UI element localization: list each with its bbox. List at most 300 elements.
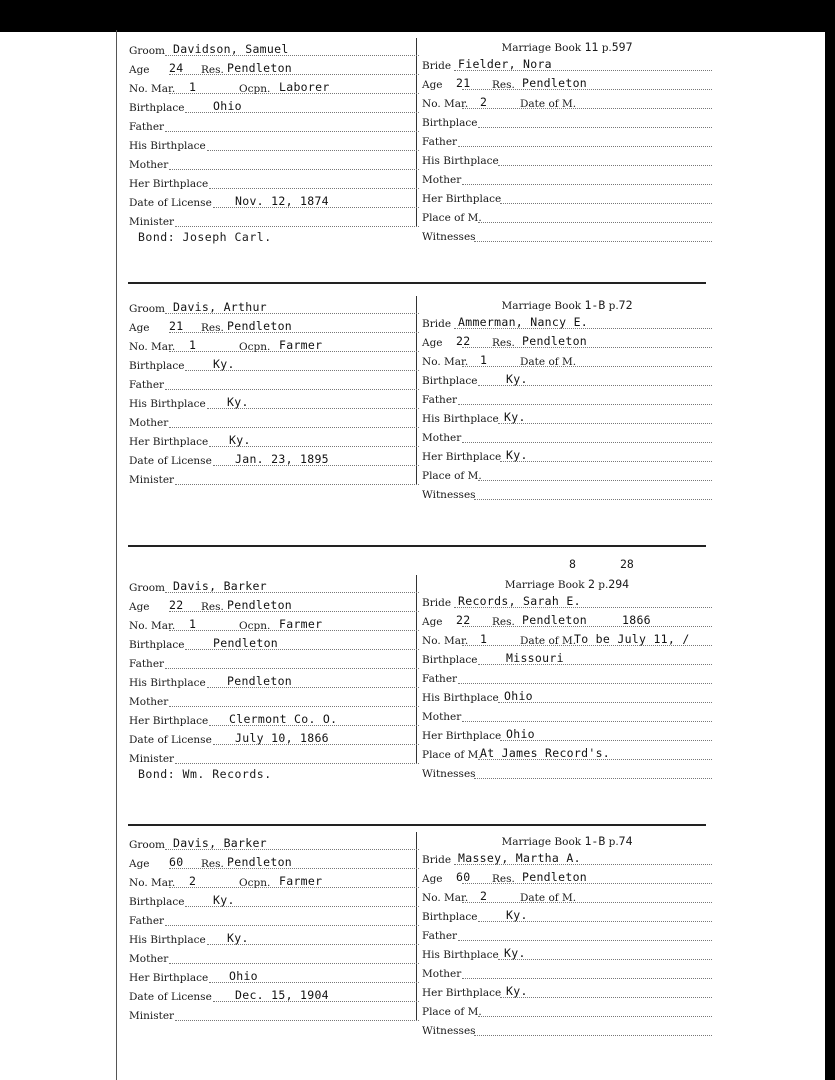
res-value: Pendleton [522,613,588,627]
his-birthplace-value: Ky. [227,395,249,409]
dotted-rule [462,442,712,443]
groom-column [129,579,419,769]
father-label: Father [129,915,165,927]
marriage-book-page: 72 [618,298,633,312]
father-label: Father [422,673,458,685]
dotted-rule [478,127,712,128]
date-of-m-label: Date of M. [520,635,577,647]
father-line [422,391,712,410]
her-birthplace-label: Her Birthplace [422,451,502,463]
her-birthplace-label: Her Birthplace [422,730,502,742]
res-value: Pendleton [227,855,293,869]
dotted-rule [474,778,712,779]
bride-column [422,557,712,784]
her-birthplace-label: Her Birthplace [129,715,209,727]
res-label: Res. [492,337,515,349]
bride-label: Bride [422,318,452,330]
witnesses-line [422,765,712,784]
groom-column [129,836,419,1026]
dotted-rule [478,1016,712,1017]
groom-column [129,42,419,232]
mother-line [422,429,712,448]
her-birthplace-line [422,984,712,1003]
her-birthplace-label: Her Birthplace [129,436,209,448]
father-label: Father [422,394,458,406]
birthplace-label: Birthplace [129,102,185,114]
his-birthplace-line [422,410,712,429]
res-label: Res. [201,601,224,613]
birthplace-line [129,357,419,376]
age-value: 24 [169,61,184,75]
mother-label: Mother [422,174,462,186]
annotation-above-page: 28 [620,557,634,571]
his-birthplace-value: Ohio [504,689,533,703]
date-of-m-label: Date of M. [520,98,577,110]
res-year-value: 1866 [622,613,651,627]
dotted-rule [175,226,419,227]
age-label: Age [129,858,150,870]
place-of-m-label: Place of M. [422,212,482,224]
mother-label: Mother [422,432,462,444]
place-of-m-label: Place of M. [422,1006,482,1018]
his-birthplace-value: Pendleton [227,674,293,688]
age-label: Age [129,601,150,613]
record-separator [128,282,706,284]
his-birthplace-label: His Birthplace [422,949,499,961]
her-birthplace-label: Her Birthplace [422,987,502,999]
age-value: 22 [456,334,471,348]
her-birthplace-line [422,190,712,209]
date-of-m-label: Date of M. [520,892,577,904]
dotted-rule [169,74,419,75]
bride-value: Fielder, Nora [458,57,552,71]
marriage-book-label: Marriage Book [501,42,582,54]
dotted-rule [169,868,419,869]
groom-value: Davis, Arthur [173,300,267,314]
dotted-rule [462,108,712,109]
groom-label: Groom [129,839,166,851]
witnesses-label: Witnesses [422,1025,476,1037]
no-mar-line [129,338,419,357]
no-mar-label: No. Mar. [422,635,469,647]
date-of-license-line [129,452,419,471]
date-of-m-label: Date of M. [520,356,577,368]
his-birthplace-label: His Birthplace [422,155,499,167]
groom-value: Davis, Barker [173,836,267,850]
record-separator [128,545,706,547]
ocpn-value: Farmer [279,874,323,888]
marriage-book-number: 2 [587,577,595,591]
her-birthplace-value: Ohio [506,727,535,741]
dotted-rule [165,668,419,669]
birthplace-label: Birthplace [422,654,478,666]
date-of-license-line [129,731,419,750]
age-value: 22 [169,598,184,612]
minister-label: Minister [129,753,175,765]
bride-column [422,38,712,247]
dotted-rule [169,963,419,964]
his-birthplace-label: His Birthplace [422,692,499,704]
dotted-rule [462,721,712,722]
place-of-m-label: Place of M. [422,470,482,482]
minister-label: Minister [129,474,175,486]
ocpn-label: Ocpn. [239,620,271,632]
dotted-rule [474,499,712,500]
age-line [422,870,712,889]
no-mar-value: 2 [480,889,488,903]
no-mar-label: No. Mar. [129,341,176,353]
marriage-book-label: Marriage Book [504,579,585,591]
mother-label: Mother [129,696,169,708]
date-of-license-label: Date of License [129,197,212,209]
mother-label: Mother [129,417,169,429]
his-birthplace-label: His Birthplace [129,934,206,946]
her-birthplace-value: Ky. [229,433,251,447]
birthplace-label: Birthplace [129,896,185,908]
mother-line [422,708,712,727]
father-line [422,133,712,152]
birthplace-line [422,372,712,391]
marriage-book-number: 1-B [584,834,606,848]
marriage-book-page: 74 [618,834,633,848]
dotted-rule [458,146,712,147]
father-label: Father [129,121,165,133]
bride-label: Bride [422,597,452,609]
res-label: Res. [492,616,515,628]
dotted-rule [169,427,419,428]
birthplace-line [129,99,419,118]
birthplace-value: Ky. [506,372,528,386]
dotted-rule [478,222,712,223]
res-label: Res. [492,873,515,885]
dotted-rule [169,611,419,612]
ocpn-label: Ocpn. [239,341,271,353]
her-birthplace-value: Ky. [506,448,528,462]
her-birthplace-label: Her Birthplace [422,193,502,205]
page-label: p. [598,579,609,591]
date-of-license-line [129,194,419,213]
birthplace-line [129,636,419,655]
mother-label: Mother [129,159,169,171]
mother-line [129,156,419,175]
birthplace-line [129,893,419,912]
bride-label: Bride [422,60,452,72]
res-value: Pendleton [227,598,293,612]
ocpn-label: Ocpn. [239,877,271,889]
card-left-edge [116,30,117,1080]
marriage-book-page: 597 [611,40,633,54]
dotted-rule [500,461,712,462]
no-mar-label: No. Mar. [422,356,469,368]
res-label: Res. [201,64,224,76]
his-birthplace-value: Ky. [504,410,526,424]
father-label: Father [129,658,165,670]
dotted-rule [175,484,419,485]
res-value: Pendleton [227,319,293,333]
marriage-record [120,296,820,506]
groom-label: Groom [129,303,166,315]
dotted-rule [462,366,712,367]
annotation-above-book: 8 [569,557,576,571]
age-value: 22 [456,613,471,627]
witnesses-line [422,228,712,247]
dotted-rule [458,404,712,405]
age-value: 21 [169,319,184,333]
dotted-rule [458,683,712,684]
his-birthplace-value: Ky. [504,946,526,960]
dotted-rule [209,188,419,189]
his-birthplace-line [129,137,419,156]
date-of-license-label: Date of License [129,991,212,1003]
dotted-rule [478,480,712,481]
age-label: Age [422,337,443,349]
witnesses-line [422,1022,712,1041]
his-birthplace-line [129,395,419,414]
her-birthplace-value: Ky. [506,984,528,998]
dotted-rule [169,706,419,707]
no-mar-line [422,353,712,372]
age-label: Age [422,873,443,885]
age-line [129,855,419,874]
dotted-rule [165,389,419,390]
her-birthplace-value: Ohio [229,969,258,983]
no-mar-value: 2 [189,874,197,888]
mother-line [422,965,712,984]
dotted-rule [498,423,712,424]
age-line [129,598,419,617]
mother-line [129,950,419,969]
his-birthplace-label: His Birthplace [129,677,206,689]
date-of-license-value: Dec. 15, 1904 [235,988,329,1002]
birthplace-value: Ky. [213,357,235,371]
his-birthplace-label: His Birthplace [422,413,499,425]
her-birthplace-value: Clermont Co. O. [229,712,338,726]
his-birthplace-line [422,689,712,708]
res-value: Pendleton [522,334,588,348]
dotted-rule [500,997,712,998]
place-of-m-line [422,1003,712,1022]
birthplace-line [422,651,712,670]
his-birthplace-line [422,946,712,965]
minister-line [129,471,419,490]
birthplace-line [422,908,712,927]
date-of-license-line [129,988,419,1007]
witnesses-label: Witnesses [422,231,476,243]
place-of-m-value: At James Record's. [480,746,611,760]
dotted-rule [474,1035,712,1036]
birthplace-line [422,114,712,133]
res-value: Pendleton [227,61,293,75]
res-label: Res. [492,79,515,91]
dotted-rule [175,763,419,764]
age-value: 21 [456,76,471,90]
page-label: p. [608,300,619,312]
age-label: Age [422,616,443,628]
res-label: Res. [201,858,224,870]
no-mar-value: 1 [480,353,488,367]
mother-label: Mother [422,968,462,980]
place-of-m-line [422,467,712,486]
no-mar-line [129,80,419,99]
father-label: Father [422,136,458,148]
res-value: Pendleton [522,76,588,90]
dotted-rule [207,150,419,151]
date-of-license-label: Date of License [129,455,212,467]
witnesses-label: Witnesses [422,768,476,780]
bride-value: Massey, Martha A. [458,851,581,865]
marriage-record [120,38,820,248]
birthplace-value: Missouri [506,651,564,665]
date-of-license-value: Jan. 23, 1895 [235,452,329,466]
no-mar-label: No. Mar. [129,620,176,632]
his-birthplace-line [129,931,419,950]
bride-column [422,296,712,505]
no-mar-value: 1 [189,338,197,352]
dotted-rule [169,169,419,170]
his-birthplace-line [422,152,712,171]
no-mar-value: 1 [189,617,197,631]
date-of-license-value: July 10, 1866 [235,731,329,745]
her-birthplace-label: Her Birthplace [129,178,209,190]
dotted-rule [462,902,712,903]
place-of-m-label: Place of M. [422,749,482,761]
birthplace-value: Pendleton [213,636,279,650]
witnesses-label: Witnesses [422,489,476,501]
groom-value: Davis, Barker [173,579,267,593]
dotted-rule [175,1020,419,1021]
scan-border-top [0,0,835,32]
age-label: Age [129,64,150,76]
bride-value: Records, Sarah E. [458,594,581,608]
marriage-book-page: 294 [608,577,630,591]
marriage-book-label: Marriage Book [501,836,582,848]
age-line [422,334,712,353]
father-label: Father [129,379,165,391]
age-label: Age [129,322,150,334]
her-birthplace-label: Her Birthplace [129,972,209,984]
her-birthplace-line [422,448,712,467]
witnesses-line [422,486,712,505]
place-of-m-line [422,209,712,228]
age-line [422,76,712,95]
no-mar-line [129,874,419,893]
dotted-rule [165,131,419,132]
age-line [129,319,419,338]
page-label: p. [608,836,619,848]
age-label: Age [422,79,443,91]
mother-label: Mother [422,711,462,723]
dotted-rule [169,332,419,333]
bride-column [422,832,712,1041]
bond-note: Bond: Wm. Records. [138,767,272,781]
minister-label: Minister [129,1010,175,1022]
father-line [422,927,712,946]
age-value: 60 [169,855,184,869]
scan-border-right [825,0,835,1080]
birthplace-value: Ky. [213,893,235,907]
birthplace-label: Birthplace [422,375,478,387]
dotted-rule [458,940,712,941]
mother-line [422,171,712,190]
age-value: 60 [456,870,471,884]
his-birthplace-line [129,674,419,693]
ocpn-value: Laborer [279,80,330,94]
father-line [422,670,712,689]
res-label: Res. [201,322,224,334]
birthplace-value: Ohio [213,99,242,113]
no-mar-value: 2 [480,95,488,109]
his-birthplace-value: Ky. [227,931,249,945]
ocpn-value: Farmer [279,617,323,631]
groom-label: Groom [129,45,166,57]
page-label: p. [601,42,612,54]
dotted-rule [498,165,712,166]
ocpn-value: Farmer [279,338,323,352]
dotted-rule [500,203,712,204]
groom-column [129,300,419,490]
no-mar-label: No. Mar. [129,83,176,95]
marriage-book-number: 11 [584,40,599,54]
ocpn-label: Ocpn. [239,83,271,95]
bond-note: Bond: Joseph Carl. [138,230,272,244]
minister-label: Minister [129,216,175,228]
no-mar-label: No. Mar. [129,877,176,889]
his-birthplace-label: His Birthplace [129,398,206,410]
father-line [129,376,419,395]
birthplace-value: Ky. [506,908,528,922]
date-of-license-value: Nov. 12, 1874 [235,194,329,208]
no-mar-line [422,632,712,651]
age-line [129,61,419,80]
mother-line [129,414,419,433]
marriage-book-number: 1-B [584,298,606,312]
marriage-record [120,557,820,785]
birthplace-label: Birthplace [129,360,185,372]
place-of-m-line [422,746,712,765]
father-line [129,118,419,137]
no-mar-line [422,889,712,908]
birthplace-label: Birthplace [422,911,478,923]
mother-label: Mother [129,953,169,965]
groom-value: Davidson, Samuel [173,42,289,56]
date-of-m-value: To be July 11, / [574,632,690,646]
no-mar-line [422,95,712,114]
birthplace-label: Birthplace [422,117,478,129]
minister-line [129,1007,419,1026]
father-line [129,912,419,931]
marriage-record [120,832,820,1042]
no-mar-value: 1 [480,632,488,646]
dotted-rule [462,978,712,979]
no-mar-value: 1 [189,80,197,94]
birthplace-label: Birthplace [129,639,185,651]
date-of-license-label: Date of License [129,734,212,746]
dotted-rule [165,925,419,926]
res-value: Pendleton [522,870,588,884]
no-mar-label: No. Mar. [422,892,469,904]
his-birthplace-label: His Birthplace [129,140,206,152]
father-label: Father [422,930,458,942]
dotted-rule [474,241,712,242]
groom-label: Groom [129,582,166,594]
dotted-rule [462,184,712,185]
dotted-rule [498,959,712,960]
record-separator [128,824,706,826]
bride-label: Bride [422,854,452,866]
bride-value: Ammerman, Nancy E. [458,315,589,329]
marriage-book-label: Marriage Book [501,300,582,312]
no-mar-label: No. Mar. [422,98,469,110]
